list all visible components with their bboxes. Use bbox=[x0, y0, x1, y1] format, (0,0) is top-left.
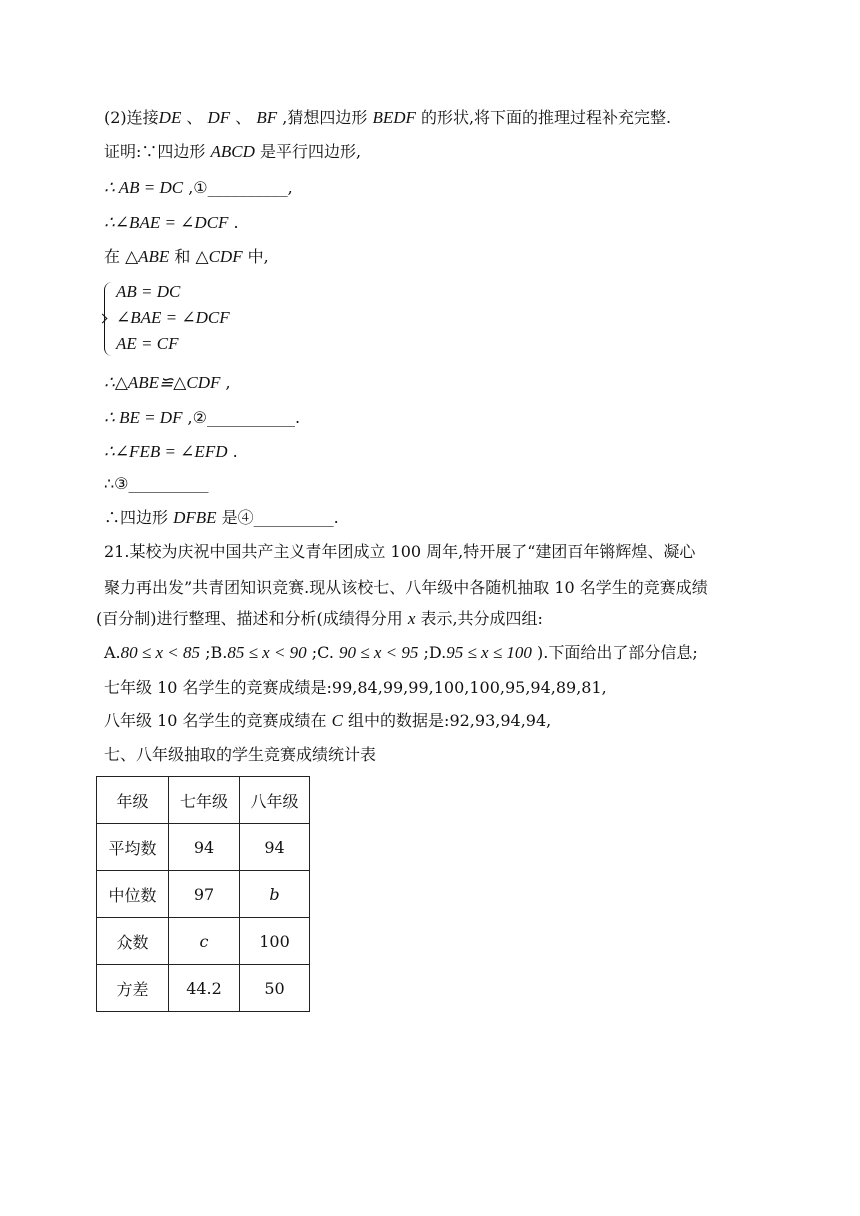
q21-line-3 bbox=[96, 609, 543, 629]
quad-bedf: BEDF bbox=[372, 108, 416, 127]
range-b: 85 ≤ x < 90 bbox=[227, 643, 307, 662]
row-label: 方差 bbox=[97, 965, 169, 1012]
q21-groups bbox=[104, 643, 698, 663]
header-cell: 八年级 bbox=[240, 777, 310, 824]
part2-tail: 的形状,将下面的推理过程补充完整. bbox=[415, 108, 672, 127]
proof-line-5 bbox=[104, 373, 231, 393]
q21-grade7-scores: 七年级 10 名学生的竞赛成绩是:99,84,99,99,100,100,95,94,89,81, bbox=[104, 678, 607, 697]
part2-lead: (2)连接 bbox=[104, 108, 159, 127]
table-cell: 94 bbox=[169, 824, 240, 871]
equation: ∴∠FEB = ∠EFD bbox=[104, 442, 228, 461]
proof-line-4 bbox=[104, 247, 269, 267]
equation: ∴ BE = DF bbox=[104, 408, 183, 427]
group-b: ;B. bbox=[200, 643, 228, 662]
proof-text: , bbox=[220, 373, 231, 392]
proof-text: 中, bbox=[242, 247, 269, 266]
table-cell: 100 bbox=[240, 918, 310, 965]
proof-line-3 bbox=[104, 213, 239, 233]
segment-df: DF bbox=[207, 108, 231, 127]
proof-line-7 bbox=[104, 442, 238, 462]
blank-3: ∴③__________ bbox=[104, 474, 209, 493]
proof-text: . bbox=[228, 213, 239, 232]
left-brace bbox=[104, 282, 113, 356]
separator: 、 bbox=[181, 108, 208, 127]
table-cell: 44.2 bbox=[169, 965, 240, 1012]
variable-x: x bbox=[407, 609, 416, 628]
blank-4: 是④__________. bbox=[216, 508, 339, 527]
congruence-system bbox=[104, 280, 304, 360]
group-d: ;D. bbox=[418, 643, 447, 662]
row-label: 中位数 bbox=[97, 871, 169, 918]
part2-prompt bbox=[104, 108, 671, 128]
q21-text: 表示,共分成四组: bbox=[415, 609, 543, 628]
q21-text: 组中的数据是:92,93,94,94, bbox=[342, 711, 552, 730]
proof-text: 在 bbox=[104, 247, 126, 266]
blank-1: ,①__________, bbox=[183, 178, 293, 197]
stats-table bbox=[96, 776, 310, 1012]
q21-text: (百分制)进行整理、描述和分析(成绩得分用 bbox=[96, 609, 408, 628]
range-c: 90 ≤ x < 95 bbox=[339, 643, 419, 662]
proof-line-9 bbox=[104, 508, 339, 528]
equation: ∴∠BAE = ∠DCF bbox=[104, 213, 229, 232]
proof-text: ∴四边形 bbox=[104, 508, 174, 527]
header-cell: 年级 bbox=[97, 777, 169, 824]
proof-text: 和 bbox=[169, 247, 196, 266]
separator: 、 bbox=[230, 108, 257, 127]
quad-abcd: ABCD bbox=[210, 142, 255, 161]
proof-line-6 bbox=[104, 408, 300, 428]
triangle-cdf: △CDF bbox=[195, 247, 243, 266]
quad-dfbe: DFBE bbox=[173, 508, 217, 527]
table-cell: b bbox=[240, 871, 310, 918]
table-cell: 50 bbox=[240, 965, 310, 1012]
triangle-abe: △ABE bbox=[125, 247, 170, 266]
proof-text: . bbox=[227, 442, 238, 461]
q21-line-2: 聚力再出发”共青团知识竞赛.现从该校七、八年级中各随机抽取 10 名学生的竞赛成绩 bbox=[104, 578, 708, 597]
table-cell: 97 bbox=[169, 871, 240, 918]
group-a: A. bbox=[104, 643, 121, 662]
system-row: AB = DC bbox=[116, 282, 181, 301]
system-row: ∠BAE = ∠DCF bbox=[116, 308, 230, 327]
table-row bbox=[97, 965, 310, 1012]
segment-de: DE bbox=[158, 108, 182, 127]
proof-text: 是平行四边形, bbox=[254, 142, 362, 161]
range-a: 80 ≤ x < 85 bbox=[120, 643, 200, 662]
table-row bbox=[97, 824, 310, 871]
part2-mid: ,猜想四边形 bbox=[277, 108, 373, 127]
proof-line-2 bbox=[104, 178, 293, 198]
q21-grade8-c bbox=[104, 711, 551, 731]
group-c-label: C bbox=[331, 711, 343, 730]
table-cell: 94 bbox=[240, 824, 310, 871]
system-row: AE = CF bbox=[116, 334, 179, 353]
blank-2: ,②___________. bbox=[182, 408, 301, 427]
row-label: 众数 bbox=[97, 918, 169, 965]
equation: ∴ AB = DC bbox=[104, 178, 184, 197]
q21-line-1: 21.某校为庆祝中国共产主义青年团成立 100 周年,特开展了“建团百年锵辉煌、凝心 bbox=[104, 542, 696, 561]
table-row bbox=[97, 871, 310, 918]
proof-text: 证明:∵四边形 bbox=[104, 142, 211, 161]
segment-bf: BF bbox=[256, 108, 278, 127]
row-label: 平均数 bbox=[97, 824, 169, 871]
q21-text: 八年级 10 名学生的竞赛成绩在 bbox=[104, 711, 332, 730]
group-c: ;C. bbox=[306, 643, 340, 662]
q21-text: ).下面给出了部分信息; bbox=[531, 643, 698, 662]
header-cell: 七年级 bbox=[169, 777, 240, 824]
proof-line-1 bbox=[104, 142, 361, 162]
congruence: ∴△ABE≌△CDF bbox=[104, 373, 221, 392]
table-row bbox=[97, 918, 310, 965]
range-d: 95 ≤ x ≤ 100 bbox=[446, 643, 532, 662]
table-caption: 七、八年级抽取的学生竞赛成绩统计表 bbox=[104, 745, 377, 764]
table-cell: c bbox=[169, 918, 240, 965]
table-header-row bbox=[97, 777, 310, 824]
